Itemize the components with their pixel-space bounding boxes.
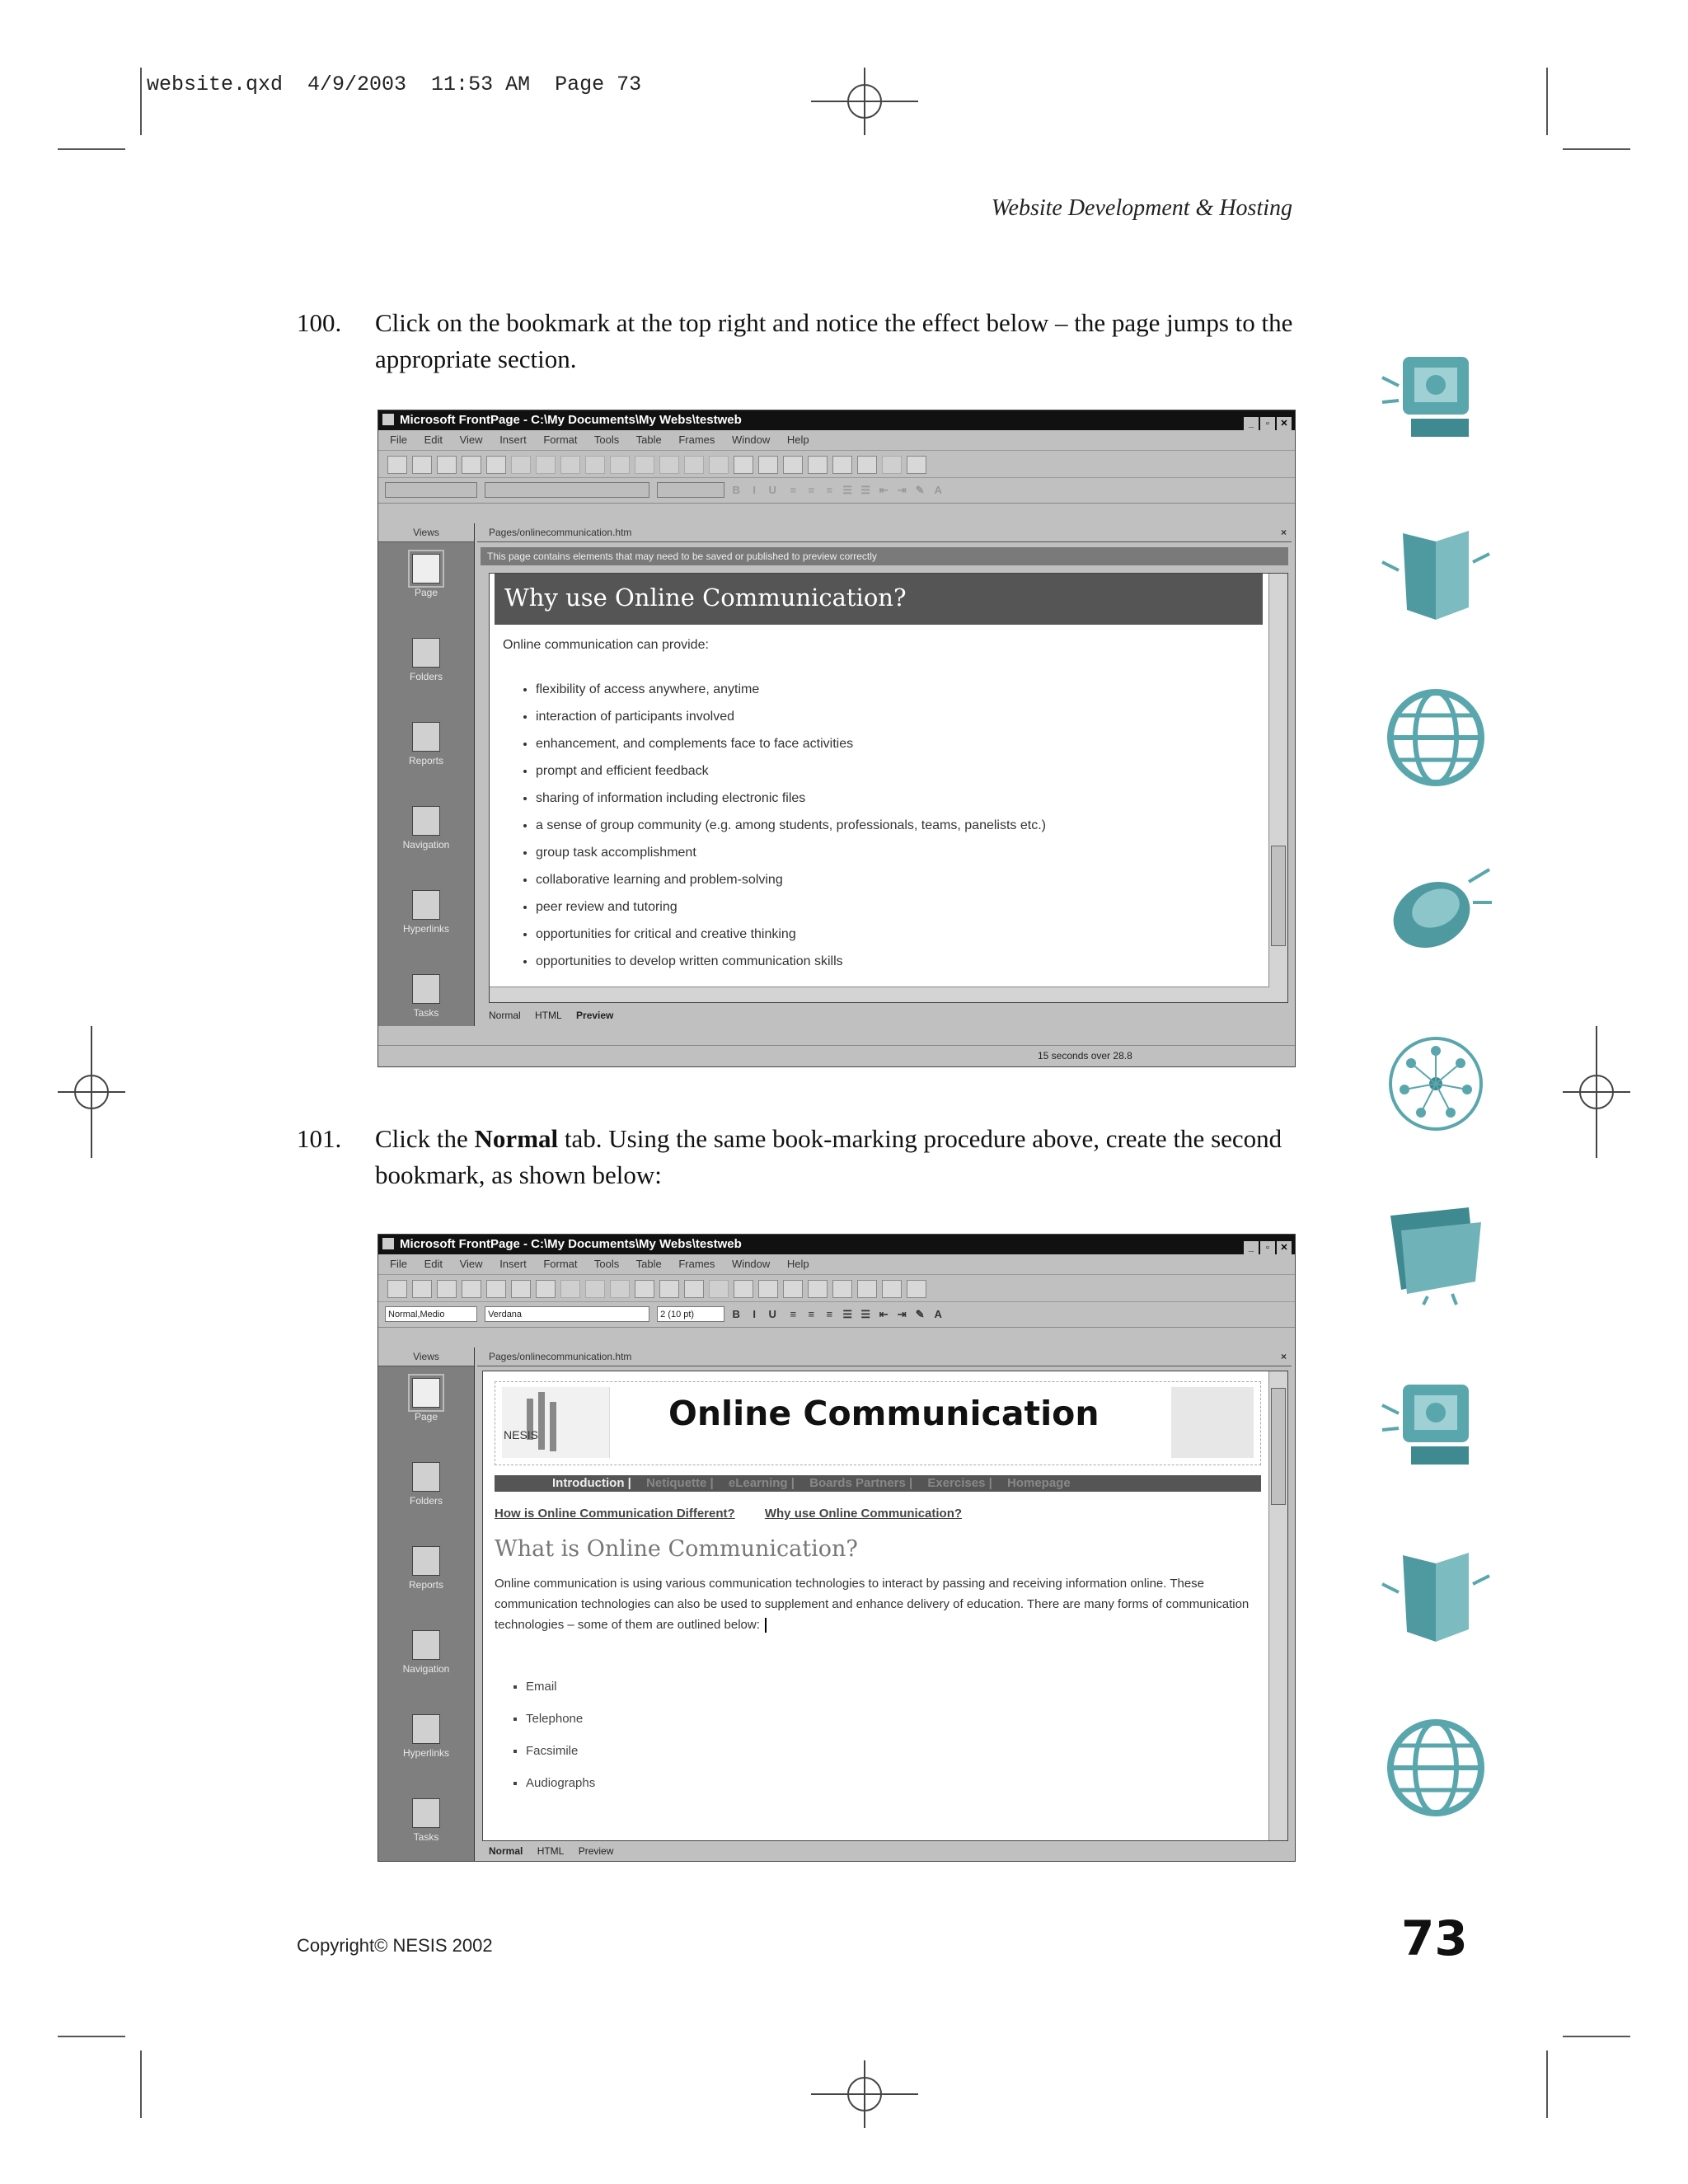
style-select[interactable]: Normal,Medio	[385, 1306, 477, 1322]
undo-icon[interactable]	[684, 1280, 704, 1298]
menu-bar	[378, 430, 1295, 451]
tab-html[interactable]: HTML	[535, 1010, 562, 1021]
font-select[interactable]: Verdana	[485, 1306, 649, 1322]
menu-tools[interactable]: Tools	[593, 1258, 620, 1270]
section-heading: Why use Online Communication?	[495, 574, 1263, 625]
status-bar	[378, 1045, 1295, 1066]
technology-list	[508, 1680, 595, 1808]
menu-format[interactable]: Format	[543, 434, 578, 446]
close-document-icon[interactable]: ×	[1280, 1351, 1287, 1362]
minimize-icon[interactable]: _	[1244, 417, 1259, 430]
size-select[interactable]	[657, 482, 724, 498]
paste-icon[interactable]	[635, 1280, 654, 1298]
new-page-icon[interactable]	[387, 1280, 407, 1298]
navigation-view-icon	[412, 806, 440, 836]
title-bar	[378, 1235, 1295, 1254]
folder-list-icon[interactable]	[486, 456, 506, 474]
step-number: 101.	[297, 1124, 342, 1153]
copy-icon[interactable]	[610, 456, 630, 474]
view-label: Navigation	[402, 1663, 450, 1675]
crop-mark	[1546, 68, 1548, 135]
views-header: Views	[378, 523, 474, 542]
new-page-icon[interactable]	[387, 456, 407, 474]
scroll-thumb[interactable]	[1271, 846, 1286, 946]
list-item: ▪ Facsimile	[526, 1744, 595, 1776]
underline-button[interactable]: U	[768, 1308, 776, 1320]
tab-preview[interactable]: Preview	[576, 1010, 614, 1021]
list-item: • collaborative learning and problem-solving	[536, 873, 1046, 900]
align-center-icon[interactable]: ≡	[808, 484, 815, 496]
tasks-view-icon	[412, 974, 440, 1004]
redo-icon[interactable]	[709, 1280, 729, 1298]
paste-icon[interactable]	[635, 456, 654, 474]
format-painter-icon[interactable]	[659, 456, 679, 474]
frontpage-app-icon	[382, 414, 394, 425]
list-item: ▪ Email	[526, 1680, 595, 1712]
standard-toolbar	[378, 451, 1295, 478]
vertical-scrollbar[interactable]	[1268, 574, 1287, 1002]
font-color-icon[interactable]: A	[934, 1308, 942, 1320]
redo-icon[interactable]	[709, 456, 729, 474]
view-tasks[interactable]	[378, 974, 474, 1047]
cut-icon[interactable]	[585, 456, 605, 474]
help-icon[interactable]	[907, 456, 926, 474]
view-label: Page	[414, 1411, 438, 1422]
view-label: Tasks	[413, 1831, 439, 1843]
highlight-icon[interactable]: ✎	[915, 1308, 925, 1320]
menu-help[interactable]: Help	[786, 434, 809, 446]
menu-insert[interactable]: Insert	[499, 434, 527, 446]
navigation-view-icon	[412, 1630, 440, 1660]
crop-mark	[1563, 2036, 1630, 2037]
crop-mark	[58, 2036, 125, 2037]
save-icon[interactable]	[437, 1280, 457, 1298]
nav-homepage[interactable]: Homepage	[1006, 1476, 1071, 1490]
view-navigation[interactable]	[378, 1630, 474, 1703]
insert-picture-icon[interactable]	[783, 1280, 803, 1298]
list-item: • a sense of group community (e.g. among students, professionals, teams, panelists etc.)	[536, 818, 1046, 846]
numbering-icon[interactable]: ☰	[842, 484, 853, 496]
books-icon	[1378, 1543, 1493, 1650]
view-label: Tasks	[413, 1007, 439, 1019]
spelling-icon[interactable]	[560, 1280, 580, 1298]
nav-boards-partners[interactable]: Boards Partners |	[809, 1476, 913, 1490]
tab-normal[interactable]: Normal	[489, 1010, 521, 1021]
format-painter-icon[interactable]	[659, 1280, 679, 1298]
show-all-icon[interactable]	[882, 1280, 902, 1298]
insert-component-icon[interactable]	[734, 1280, 753, 1298]
font-color-icon[interactable]: A	[934, 484, 942, 496]
align-right-icon[interactable]: ≡	[826, 1308, 833, 1320]
running-head: Website Development & Hosting	[991, 195, 1292, 221]
bold-button[interactable]: B	[732, 1308, 740, 1320]
registration-mark	[1563, 1026, 1630, 1158]
normal-tab-reference: Normal	[474, 1124, 559, 1153]
standard-toolbar	[378, 1275, 1295, 1302]
undo-icon[interactable]	[684, 456, 704, 474]
nav-netiquette[interactable]: Netiquette |	[646, 1476, 714, 1490]
bookmark-links	[495, 1507, 988, 1521]
close-document-icon[interactable]: ×	[1280, 527, 1287, 538]
menu-insert[interactable]: Insert	[499, 1258, 527, 1270]
list-item: • sharing of information including electronic files	[536, 791, 1046, 818]
hyperlink-icon[interactable]	[808, 456, 828, 474]
list-item: • opportunities to develop written communication skills	[536, 954, 1046, 982]
menu-frames[interactable]: Frames	[678, 1258, 715, 1270]
crop-mark	[1563, 148, 1630, 150]
menu-help[interactable]: Help	[786, 1258, 809, 1270]
close-icon[interactable]: ✕	[1277, 1241, 1292, 1254]
copy-icon[interactable]	[610, 1280, 630, 1298]
increase-indent-icon[interactable]: ⇥	[897, 484, 907, 496]
benefit-list	[519, 682, 1046, 982]
reports-view-icon	[412, 1546, 440, 1576]
hyperlinks-view-icon	[412, 1714, 440, 1744]
refresh-icon[interactable]	[832, 1280, 852, 1298]
nav-introduction[interactable]: Introduction |	[552, 1476, 631, 1490]
satellite-dish-icon	[1378, 857, 1493, 964]
frontpage-app-icon	[382, 1238, 394, 1249]
hyperlinks-view-icon	[412, 890, 440, 920]
page-view-icon	[412, 554, 440, 583]
numbering-icon[interactable]: ☰	[842, 1308, 853, 1320]
preview-warning: This page contains elements that may need to be saved or published to preview correctly	[481, 547, 1288, 565]
view-label: Page	[414, 587, 438, 598]
formatting-toolbar	[378, 1302, 1295, 1328]
view-hyperlinks[interactable]	[378, 1714, 474, 1787]
list-item: • flexibility of access anywhere, anytime	[536, 682, 1046, 710]
window-title: Microsoft FrontPage - C:\My Documents\My Webs\testweb	[400, 413, 742, 427]
step-101	[297, 1121, 1294, 1193]
menu-file[interactable]: File	[390, 1258, 407, 1270]
views-bar	[378, 1347, 475, 1861]
align-center-icon[interactable]: ≡	[808, 1308, 815, 1320]
globe-icon	[1378, 1714, 1493, 1821]
menu-format[interactable]: Format	[543, 1258, 578, 1270]
print-preview-icon[interactable]	[536, 456, 556, 474]
print-icon[interactable]	[511, 1280, 531, 1298]
crop-mark	[140, 2050, 142, 2118]
list-item: • group task accomplishment	[536, 846, 1046, 873]
books-icon	[1378, 521, 1493, 628]
list-item: • enhancement, and complements face to face activities	[536, 737, 1046, 764]
step-text	[375, 1121, 1294, 1193]
crop-mark	[140, 68, 142, 135]
bullets-icon[interactable]: ☰	[860, 484, 871, 496]
stop-icon[interactable]	[857, 456, 877, 474]
network-icon	[1378, 1030, 1493, 1137]
step-number: 100.	[297, 308, 342, 337]
refresh-icon[interactable]	[832, 456, 852, 474]
tab-preview[interactable]: Preview	[578, 1845, 614, 1857]
view-label: Hyperlinks	[402, 1747, 449, 1759]
view-label: Navigation	[402, 839, 450, 851]
list-item: • opportunities for critical and creative thinking	[536, 927, 1046, 954]
close-icon[interactable]: ✕	[1277, 417, 1292, 430]
view-tasks[interactable]	[378, 1798, 474, 1862]
body-paragraph[interactable]	[495, 1573, 1269, 1635]
publish-icon[interactable]	[462, 456, 481, 474]
computer-icon	[1378, 344, 1493, 452]
highlight-icon[interactable]: ✎	[915, 484, 925, 496]
cut-icon[interactable]	[585, 1280, 605, 1298]
view-page[interactable]	[378, 1378, 474, 1451]
view-page[interactable]	[378, 554, 474, 626]
menu-window[interactable]: Window	[732, 434, 771, 446]
list-item: • peer review and tutoring	[536, 900, 1046, 927]
align-left-icon[interactable]: ≡	[790, 1308, 797, 1320]
document-area	[477, 523, 1292, 1026]
frontpage-window-preview	[377, 410, 1296, 1067]
increase-indent-icon[interactable]: ⇥	[897, 1308, 907, 1320]
bookmark-link-different[interactable]: How is Online Communication Different?	[495, 1507, 735, 1521]
horizontal-scrollbar[interactable]	[490, 987, 1269, 1002]
step-text: Click on the bookmark at the top right and notice the effect below – the page jumps to the appropriate section.	[375, 308, 1293, 373]
paragraph-text: Online communication is using various communication technologies to interact by passing and receiving information online. These communication technologies can also be used to supplement and enhance delivery of education. There are many forms of communication technologies – some of them are outlined below:	[495, 1577, 1250, 1632]
text-cursor	[765, 1618, 767, 1633]
maximize-icon[interactable]: ▫	[1260, 1241, 1275, 1254]
step-100	[297, 305, 1294, 377]
font-select[interactable]	[485, 482, 649, 498]
logo-text: NESIS	[504, 1428, 539, 1441]
site-navigation	[495, 1475, 1261, 1492]
view-reports[interactable]	[378, 722, 474, 794]
nav-exercises[interactable]: Exercises |	[927, 1476, 992, 1490]
views-bar	[378, 523, 475, 1026]
window-title: Microsoft FrontPage - C:\My Documents\My Webs\testweb	[400, 1237, 742, 1251]
crop-mark	[58, 148, 125, 150]
view-tabs	[477, 1842, 625, 1860]
menu-table[interactable]: Table	[635, 434, 662, 446]
menu-frames[interactable]: Frames	[678, 434, 715, 446]
view-reports[interactable]	[378, 1546, 474, 1619]
intro-text: Online communication can provide:	[503, 638, 709, 652]
italic-button[interactable]: I	[753, 1308, 756, 1320]
menu-view[interactable]: View	[459, 1258, 483, 1270]
save-icon[interactable]	[437, 456, 457, 474]
menu-edit[interactable]: Edit	[424, 434, 443, 446]
open-icon[interactable]	[412, 1280, 432, 1298]
folders-view-icon	[412, 638, 440, 668]
reports-view-icon	[412, 722, 440, 752]
menu-tools[interactable]: Tools	[593, 434, 620, 446]
print-icon[interactable]	[511, 456, 531, 474]
view-label: Folders	[409, 1495, 443, 1507]
formatting-toolbar	[378, 478, 1295, 504]
list-item: ▪ Telephone	[526, 1712, 595, 1744]
print-preview-icon[interactable]	[536, 1280, 556, 1298]
list-item: ▪ Audiographs	[526, 1776, 595, 1808]
view-tabs	[477, 1006, 625, 1024]
header-graphic	[1171, 1387, 1254, 1458]
view-hyperlinks[interactable]	[378, 890, 474, 963]
view-folders[interactable]	[378, 1462, 474, 1535]
document-path: Pages/onlinecommunication.htm	[489, 1351, 632, 1362]
vertical-scrollbar[interactable]	[1268, 1371, 1287, 1840]
document-tab[interactable]	[477, 1347, 1292, 1366]
insert-table-icon[interactable]	[758, 456, 778, 474]
registration-mark	[58, 1026, 125, 1158]
insert-picture-icon[interactable]	[783, 456, 803, 474]
nav-elearning[interactable]: eLearning |	[728, 1476, 795, 1490]
view-navigation[interactable]	[378, 806, 474, 879]
publish-icon[interactable]	[462, 1280, 481, 1298]
align-right-icon[interactable]: ≡	[826, 484, 833, 496]
tab-html[interactable]: HTML	[537, 1845, 565, 1857]
help-icon[interactable]	[907, 1280, 926, 1298]
bullets-icon[interactable]: ☰	[860, 1308, 871, 1320]
document-area	[477, 1347, 1292, 1861]
insert-table-icon[interactable]	[758, 1280, 778, 1298]
registration-mark	[811, 2060, 918, 2128]
hyperlink-icon[interactable]	[808, 1280, 828, 1298]
view-label: Hyperlinks	[402, 923, 449, 935]
page-header-table	[495, 1381, 1261, 1465]
document-path: Pages/onlinecommunication.htm	[489, 527, 632, 538]
step-text-part: tab. Using the same book-marking procedure above, create the second bookmark, as shown below:	[375, 1124, 1282, 1189]
page-title: Online Communication	[668, 1394, 1100, 1433]
spelling-icon[interactable]	[560, 456, 580, 474]
decrease-indent-icon[interactable]: ⇤	[879, 1308, 889, 1320]
size-select[interactable]: 2 (10 pt)	[657, 1306, 724, 1322]
list-item: • prompt and efficient feedback	[536, 764, 1046, 791]
decrease-indent-icon[interactable]: ⇤	[879, 484, 889, 496]
tab-normal[interactable]: Normal	[489, 1845, 523, 1857]
align-left-icon[interactable]: ≡	[790, 484, 797, 496]
menu-table[interactable]: Table	[635, 1258, 662, 1270]
preview-pane[interactable]	[489, 573, 1288, 1003]
nesis-logo	[502, 1387, 610, 1458]
crop-mark	[1546, 2050, 1548, 2118]
document-tab[interactable]	[477, 523, 1292, 542]
bookmark-link-why-use[interactable]: Why use Online Communication?	[764, 1507, 963, 1521]
registration-mark	[811, 68, 918, 135]
print-slug: website.qxd 4/9/2003 11:53 AM Page 73	[147, 73, 642, 96]
view-label: Reports	[408, 755, 444, 766]
folder-list-icon[interactable]	[486, 1280, 506, 1298]
views-header: Views	[378, 1347, 474, 1366]
folder-icon	[1378, 1199, 1493, 1306]
stop-icon[interactable]	[857, 1280, 877, 1298]
tasks-view-icon	[412, 1798, 440, 1828]
menu-edit[interactable]: Edit	[424, 1258, 443, 1270]
show-all-icon[interactable]	[882, 456, 902, 474]
menu-file[interactable]: File	[390, 434, 407, 446]
page-view-icon	[412, 1378, 440, 1408]
folders-view-icon	[412, 1462, 440, 1492]
style-select[interactable]	[385, 482, 477, 498]
view-folders[interactable]	[378, 638, 474, 710]
download-time: 15 seconds over 28.8	[1038, 1050, 1132, 1062]
scroll-thumb[interactable]	[1271, 1388, 1286, 1505]
list-item: • interaction of participants involved	[536, 710, 1046, 737]
frontpage-window-normal	[377, 1234, 1296, 1862]
underline-button[interactable]: U	[768, 484, 776, 496]
menu-window[interactable]: Window	[732, 1258, 771, 1270]
step-text-part: Click the	[375, 1124, 475, 1153]
italic-button[interactable]: I	[753, 484, 756, 496]
section-heading: What is Online Communication?	[495, 1536, 858, 1562]
view-label: Reports	[408, 1579, 444, 1591]
maximize-icon[interactable]: ▫	[1260, 417, 1275, 430]
title-bar	[378, 410, 1295, 430]
computer-icon	[1378, 1372, 1493, 1479]
copyright: Copyright© NESIS 2002	[297, 1935, 493, 1956]
bold-button[interactable]: B	[732, 484, 740, 496]
menu-view[interactable]: View	[459, 434, 483, 446]
globe-icon	[1378, 684, 1493, 791]
page-number: 73	[1401, 1910, 1468, 1966]
menu-bar	[378, 1254, 1295, 1275]
insert-component-icon[interactable]	[734, 456, 753, 474]
view-label: Folders	[409, 671, 443, 682]
minimize-icon[interactable]: _	[1244, 1241, 1259, 1254]
open-icon[interactable]	[412, 456, 432, 474]
editor-pane[interactable]	[482, 1371, 1288, 1841]
